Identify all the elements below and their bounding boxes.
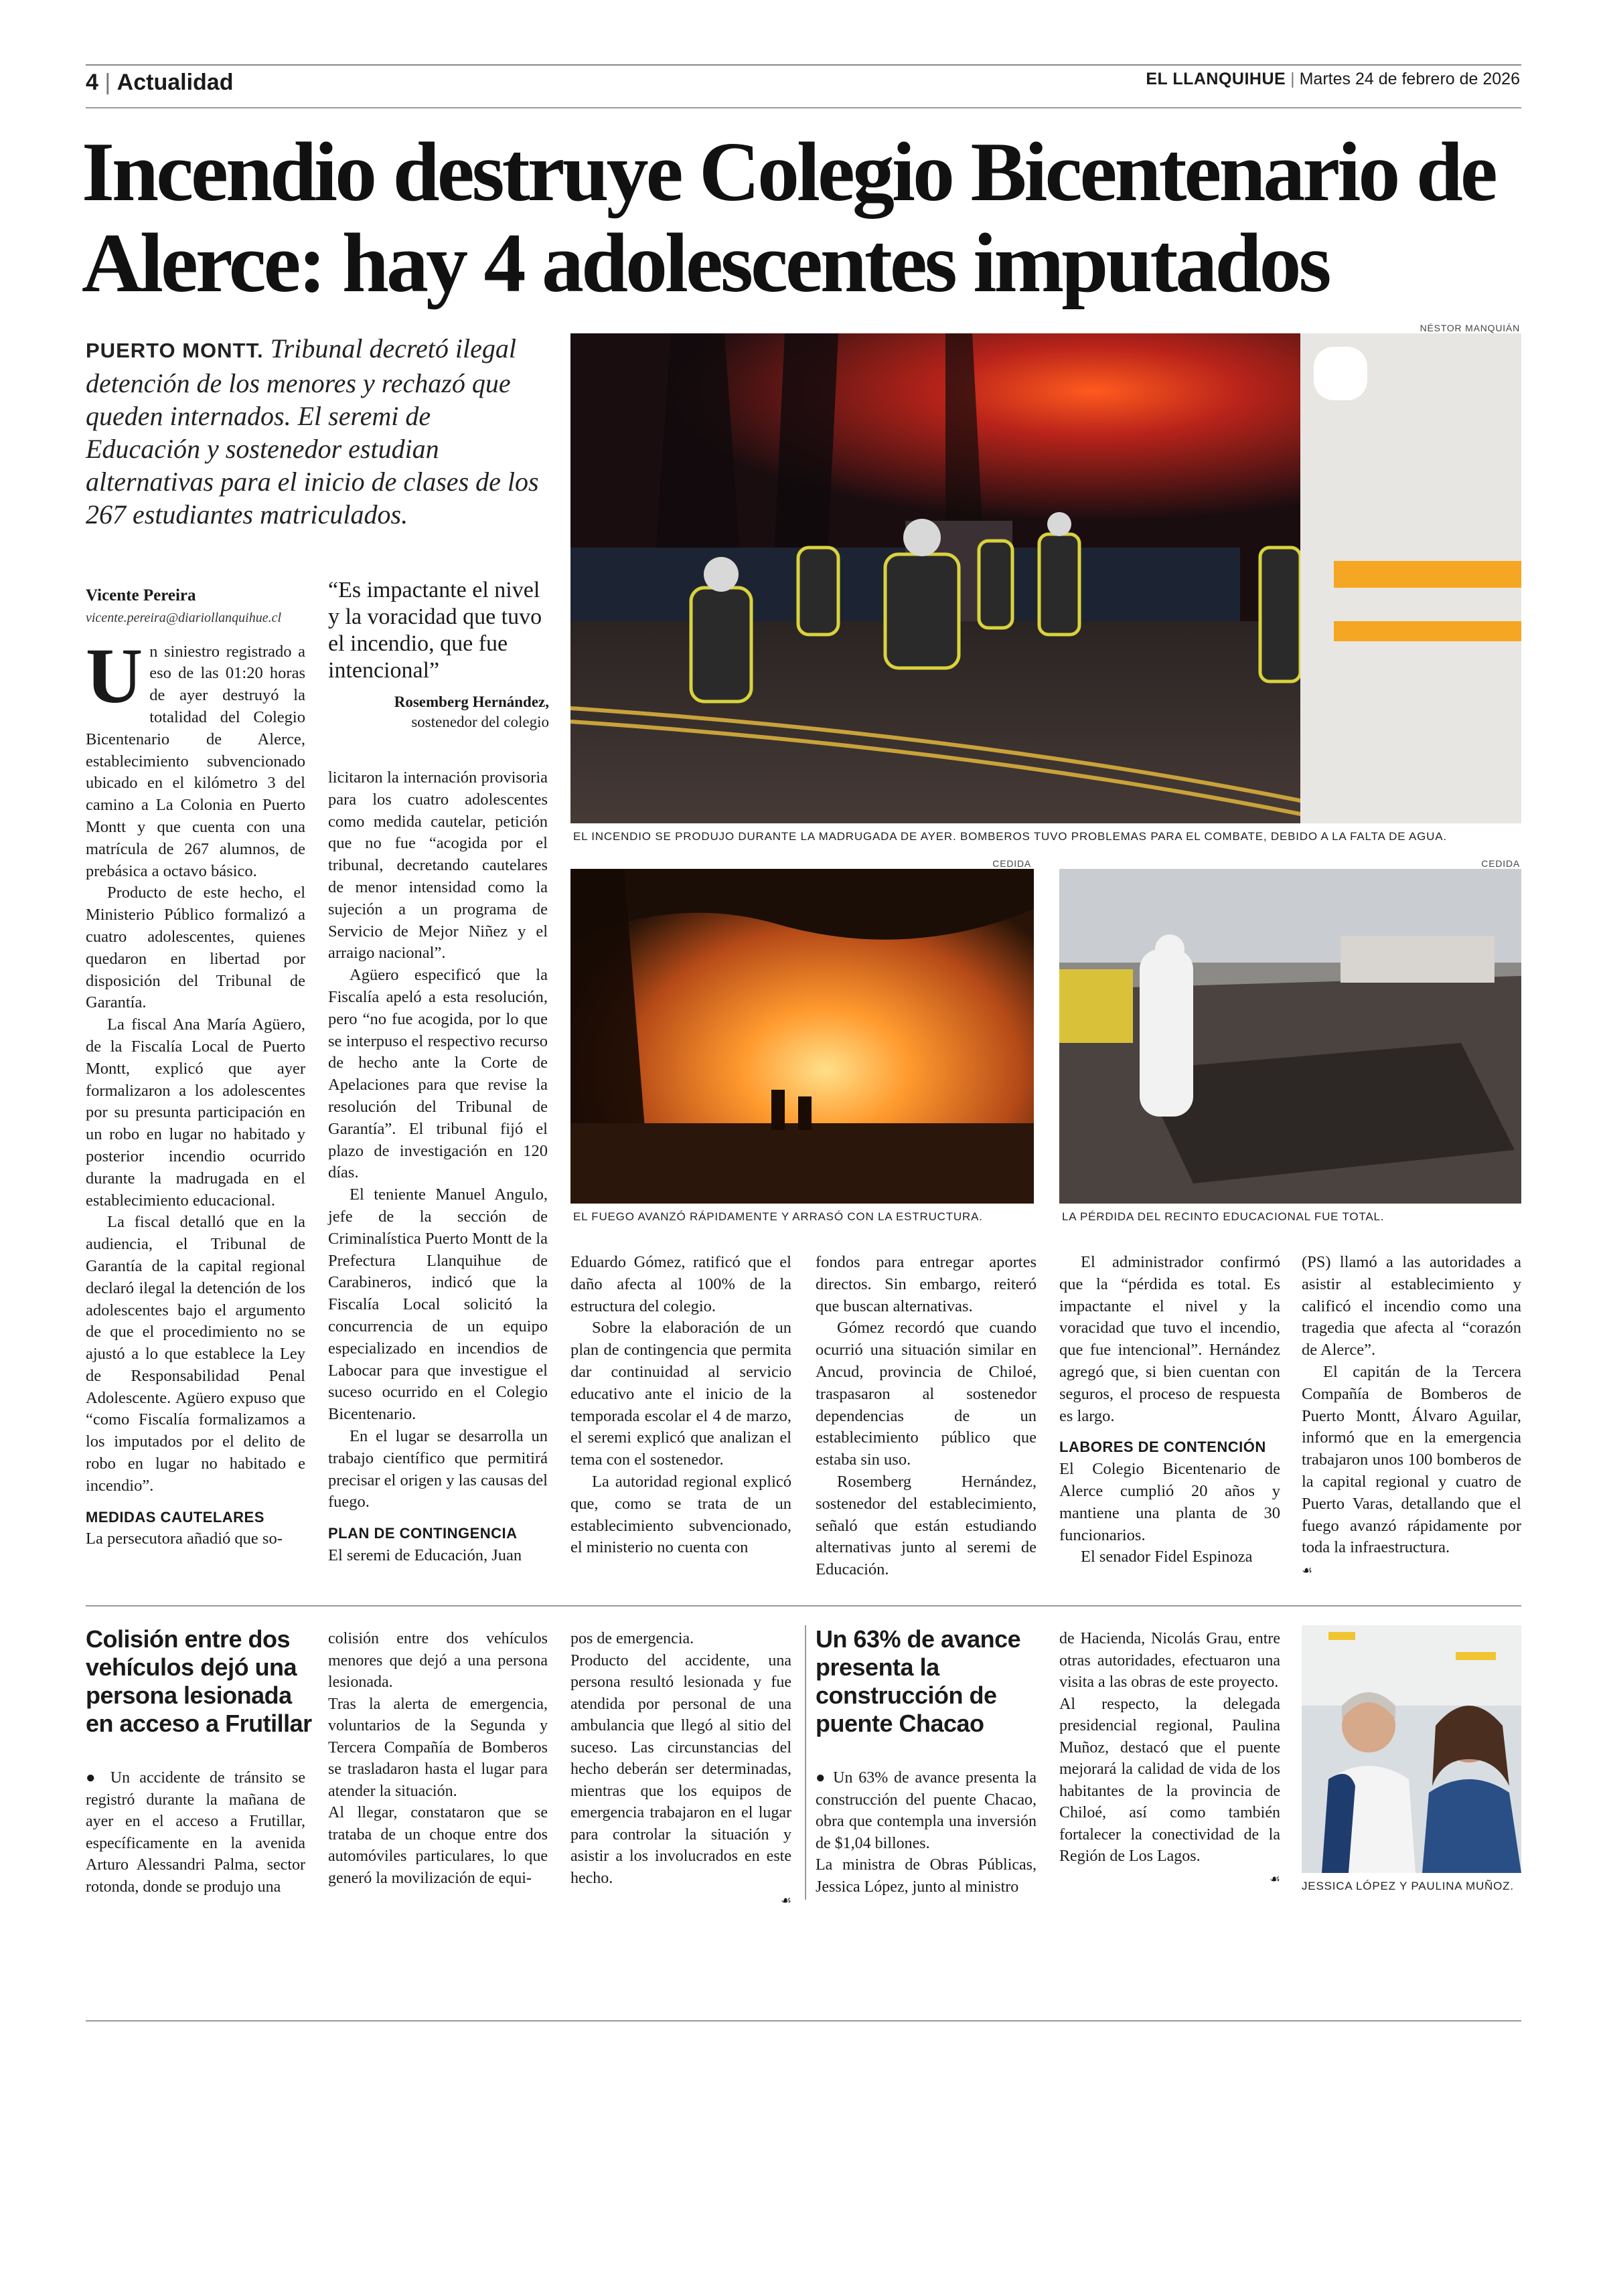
col3-paragraph-3: La autoridad regional explicó que, como se trata de un establecimiento subvencionado, el ministerio no cuenta con [570,1472,791,1557]
two-women-portrait-image [1302,1625,1521,1873]
col4-paragraph-3: Rosemberg Hernández, sostenedor del establecimiento, señaló que están estudiando alternativas junto al seremi de Educación. [816,1472,1037,1579]
brief1-headline: Colisión entre dos vehículos dejó una persona lesionada en acceso a Frutillar [86,1625,312,1737]
main-photo-caption: EL INCENDIO SE PRODUJO DURANTE LA MADRUGADA DE AYER. BOMBEROS TUVO PROBLEMAS PARA EL COMBATE, DEBIDO A LA FALTA DE AGUA. [573,830,1447,843]
col3-paragraph-2: Sobre la elaboración de un plan de contingencia que permita dar continuidad al servicio educativo ante el inicio de la temporada escolar el 4 de marzo, el seremi explicó que analizan el tema con el sostenedor. [570,1319,791,1469]
col6-paragraph-2: El capitán de la Tercera Compañía de Bomberos de Puerto Montt, Álvaro Aguilar, informó que en la emergencia trabajaron unos 100 bomberos de la capital regional y cuatro de Puerto Varas, detallando que el fuego avanzó rápidamente por toda la infraestructura. [1302,1362,1521,1557]
article-headline: Incendio destruye Colegio Bicentenario de Alerce: hay 4 adolescentes imputados [82,126,1495,310]
pull-quote-attribution [328,692,549,732]
right-photo-credit: CEDIDA [1481,858,1520,869]
brief1-col-b [328,1628,548,1889]
brief1-paragraph-1: ● Un accidente de tránsito se registró durante la mañana de ayer en el acceso a Frutillar, específicamente en la avenida Arturo Alessandri Palma, sector rotonda, donde se produjo una [86,1769,305,1896]
ruins-investigator-image [1059,869,1521,1204]
col5-paragraph-2: El Colegio Bicentenario de Alerce cumplió 20 años y mantiene una planta de 30 funcionarios. [1059,1460,1280,1544]
brief1-end-mark-icon: ☙ [780,1894,791,1908]
page-header-right: EL LLANQUIHUE | Martes 24 de febrero de 2026 [1146,70,1520,88]
article-column-1 [86,585,305,1550]
quote-author: Rosemberg Hernández, [394,693,549,710]
page-number: 4 [86,70,98,95]
brief2-paragraph-2: La ministra de Obras Públicas, Jessica López, junto al ministro [816,1856,1037,1896]
left-photo-caption: EL FUEGO AVANZÓ RÁPIDAMENTE Y ARRASÓ CON LA ESTRUCTURA. [573,1210,983,1223]
left-photo-credit: CEDIDA [992,858,1031,869]
author-name: Vicente Pereira [86,586,196,604]
brief2-col-b [1059,1628,1280,1890]
drop-cap: U [86,631,143,720]
article-column-2 [328,767,548,1567]
quote-role: sostenedor del colegio [411,714,549,730]
end-mark-icon: ☙ [1302,1564,1313,1578]
briefs-vertical-rule [805,1625,806,1900]
col6-paragraph-1: (PS) llamó a las autoridades a asistir al establecimiento y calificó el incendio como una tragedia que afecta al “corazón de Alerce”. [1302,1253,1521,1360]
col1-paragraph-5: La persecutora añadió que so- [86,1530,283,1548]
col4-paragraph-2: Gómez recordó que cuando ocurrió una situación similar en Ancud, provincia de Chiloé, traspasaron al sostenedor dependencias de un establecimiento público que estaba sin uso. [816,1319,1037,1469]
right-photo [1059,869,1521,1204]
bottom-rule [86,2020,1521,2022]
col2-paragraph-5: El seremi de Educación, Juan [328,1546,522,1564]
brief2-paragraph-3: de Hacienda, Nicolás Grau, entre otras autoridades, efectuaron una visita a las obras de este proyecto. [1059,1630,1280,1691]
right-photo-caption: LA PÉRDIDA DEL RECINTO EDUCACIONAL FUE TOTAL. [1062,1210,1385,1223]
page-header-left: 4 | Actualidad [86,70,234,95]
article-column-4 [816,1252,1037,1581]
pull-quote: “Es impactante el nivel y la voracidad que tuvo el incendio, que fue intencional” [328,578,542,683]
briefs-rule [86,1605,1521,1607]
main-photo [570,333,1521,823]
brief2-headline: Un 63% de avance presenta la construcción de puente Chacao [816,1625,1021,1737]
brief2-end-mark-icon: ☙ [1269,1872,1280,1886]
col1-paragraph-4: La fiscal detalló que en la audiencia, el Tribunal de Garantía de la capital regional declaró ilegal la detención de los adolescentes bajo el argumento de que el procedimiento no se ajustó a lo que establece la Ley de Responsabilidad Penal Adolescente. Agüero expuso que “como Fiscalía formalizamos a los imputados por el delito de robo en lugar no habitado e incendio”. [86,1213,305,1495]
article-column-3 [570,1252,791,1559]
col1-paragraph-3: La fiscal Ana María Agüero, de la Fiscalía Local de Puerto Montt, explicó que ayer formalizaron a los adolescentes por su presunta participación en un robo en lugar no habitado y posterior incendio ocurrido durante la madrugada en el establecimiento educacional. [86,1015,305,1210]
brief1-paragraph-4: Al llegar, constataron que se trataba de un choque entre dos automóviles particulares, lo que generó la movilización de equi- [328,1804,548,1887]
col5-subhead: LABORES DE CONTENCIÓN [1059,1439,1266,1456]
col4-paragraph-1: fondos para entregar aportes directos. Sin embargo, reiteró que buscan alternativas. [816,1253,1037,1315]
brief2-col-a [816,1767,1037,1898]
newspaper-name: EL LLANQUIHUE [1146,70,1286,88]
portrait-caption: JESSICA LÓPEZ Y PAULINA MUÑOZ. [1302,1880,1514,1892]
brief1-col-a [86,1767,305,1898]
col2-paragraph-1: licitaron la internación provisoria para los cuatro adolescentes como medida cautelar, petición que no fue “acogida por el tribunal, decretando cautelares de menor intensidad como la sujeción a un programa de Servicio de Mejor Niñez y el arraigo nacional”. [328,768,548,963]
portrait-photo [1302,1625,1521,1873]
burning-structure-image [570,869,1034,1204]
col2-paragraph-3: El teniente Manuel Angulo, jefe de la sección de Criminalística Puerto Montt de la Prefectura Llanquihue de Carabineros, indicó que la Fiscalía Local solicitó la concurrencia de un equipo especializado en incendios de Labocar para que investigue el suceso ocurrido en el Colegio Bicentenario. [328,1185,548,1424]
col2-paragraph-4: En el lugar se desarrolla un trabajo científico que permitirá precisar el origen y las causas del fuego. [328,1426,548,1511]
left-photo [570,869,1034,1204]
brief2-paragraph-4: Al respecto, la delegada presidencial regional, Paulina Muñoz, destacó que el puente mejorará la calidad de vida de los habitantes de la provincia de Chiloé, así como también fortalecer la conectividad de la Región de Los Lagos. [1059,1695,1280,1865]
article-column-5 [1059,1252,1280,1568]
col1-subhead: MEDIDAS CAUTELARES [86,1508,264,1526]
author-email: vicente.pereira@diariollanquihue.cl [86,610,282,625]
col2-subhead: PLAN DE CONTINGENCIA [328,1525,518,1542]
col2-paragraph-2: Agüero especificó que la Fiscalía apeló a esta resolución, pero “no fue acogida, por lo que se interpuso el respectivo recurso de hecho ante la Corte de Apelaciones para que revise la resolución del Tribunal de Garantía”. El tribunal fijó el plazo de investigación en 120 días. [328,966,548,1182]
article-column-6 [1302,1252,1521,1582]
col5-paragraph-3: El senador Fidel Espinoza [1081,1548,1253,1566]
brief2-paragraph-1: ● Un 63% de avance presenta la construcción del puente Chacao, obra que contempla una inversión de $1,04 billones. [816,1769,1037,1852]
issue-date: Martes 24 de febrero de 2026 [1299,70,1520,88]
lead-kicker: PUERTO MONTT. [86,339,264,362]
header-rule [86,107,1521,108]
brief1-paragraph-6: Producto del accidente, una persona resultó lesionada y fue atendida por personal de una ambulancia que llegó al sitio del suceso. Las circunstancias del hecho deberán ser determinadas, mientras que los equipos de emergencia trabajaron en el lugar para controlar la situación y asistir a los involucrados en este hecho. [570,1651,791,1887]
article-lead [86,332,541,531]
top-rule [86,64,1521,66]
lead-text: Tribunal decretó ilegal detención de los menores y rechazó que queden internados. El seremi de Educación y sostenedor estudian alternativas para el inicio de clases de los 267 estudiantes matriculados. [86,333,539,529]
section-name: Actualidad [117,70,234,95]
brief1-paragraph-3: Tras la alerta de emergencia, voluntarios de la Segunda y Tercera Compañía de Bomberos se trasladaron hasta el lugar para atender la situación. [328,1695,548,1800]
brief1-col-c [570,1628,791,1912]
col1-paragraph-1: n siniestro registrado a eso de las 01:20 horas de ayer destruyó la totalidad del Colegio Bicentenario de Alerce, establecimiento subvencionado ubicado en el kilómetro 3 del camino a La Colonia en Puerto Montt y que cuenta con una matrícula de 267 alumnos, de prebásica a octavo básico. [86,642,305,880]
main-photo-credit: NÉSTOR MANQUIÁN [1420,323,1520,333]
col1-paragraph-2: Producto de este hecho, el Ministerio Público formalizó a cuatro adolescentes, quienes quedaron en libertad por disposición del Tribunal de Garantía. [86,884,305,1012]
col3-paragraph-1: Eduardo Gómez, ratificó que el daño afecta al 100% de la estructura del colegio. [570,1253,791,1315]
brief1-paragraph-2: colisión entre dos vehículos menores que dejó a una persona lesionada. [328,1630,548,1691]
col5-paragraph-1: El administrador confirmó que la “pérdida es total. Es impactante el nivel y la voracidad que tuvo el incendio, que fue intencional”. Hernández agregó que, si bien cuentan con seguros, el proceso de respuesta es largo. [1059,1253,1280,1425]
fire-night-scene-image [570,333,1521,823]
brief1-paragraph-5: pos de emergencia. [570,1630,694,1647]
